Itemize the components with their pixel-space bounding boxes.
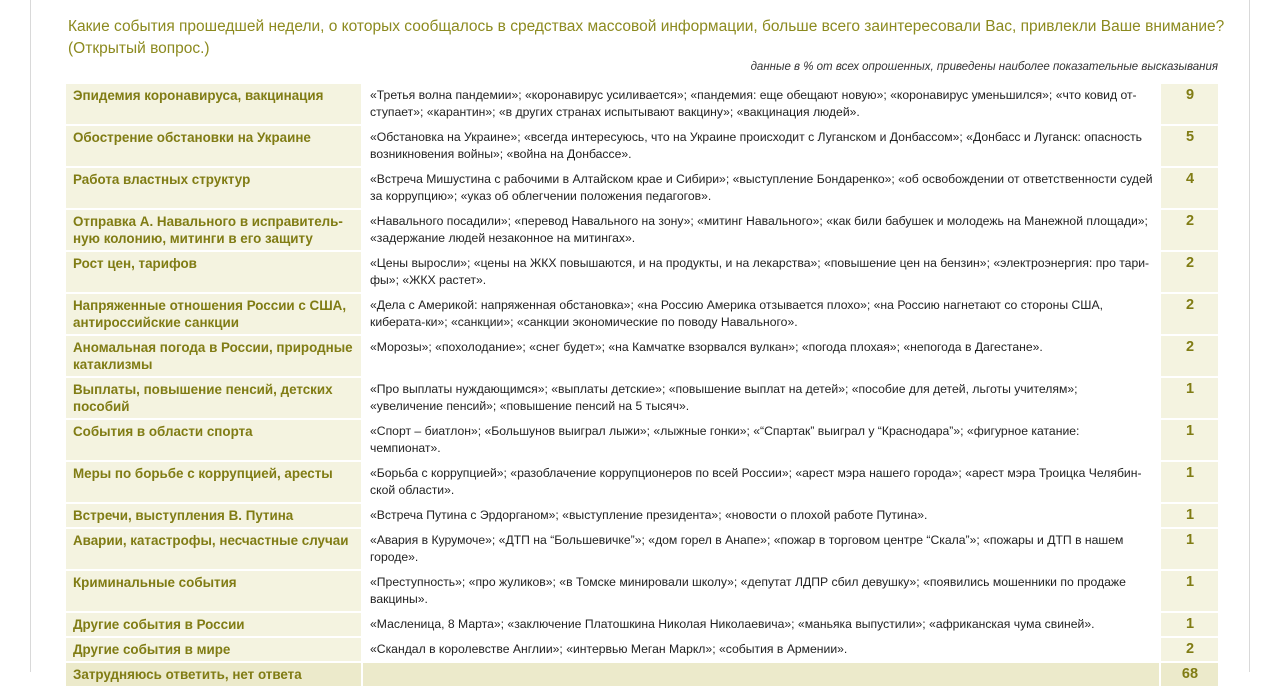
row-category: Отправка А. Навального в исправитель-ную колонию, митинги в его защиту (66, 209, 362, 251)
row-quotes: «Борьба с коррупцией»; «разоблачение коррупционеров по всей России»; «арест мэра нашего города»; «арест мэра Троицка Челябин-ской области». (362, 461, 1160, 503)
table-row (66, 570, 1218, 612)
row-quotes: «Встреча Мишустина с рабочими в Алтайском крае и Сибири»; «выступление Бондаренко»; «об освобождении от ответственности судей за коррупцию»; «указ об облегчении положения педагогов». (362, 167, 1160, 209)
row-quotes: «Навального посадили»; «перевод Навального на зону»; «митинг Навального»; «как били бабушек и молодежь на Манежной площади»; «задержание людей незаконное на митингах». (362, 209, 1160, 251)
row-value: 1 (1160, 377, 1218, 419)
row-category: Эпидемия коронавируса, вакцинация (66, 84, 362, 125)
row-value: 9 (1160, 84, 1218, 125)
row-value: 1 (1160, 419, 1218, 461)
row-category: Работа властных структур (66, 167, 362, 209)
table-row (66, 209, 1218, 251)
table-row (66, 461, 1218, 503)
row-category: Обострение обстановки на Украине (66, 125, 362, 167)
row-quotes: «Преступность»; «про жуликов»; «в Томске минировали школу»; «депутат ЛДПР сбил девушку»; «появились мошенники по продаже вакцины». (362, 570, 1160, 612)
row-quotes: «Скандал в королевстве Англии»; «интервью Меган Маркл»; «события в Армении». (362, 637, 1160, 662)
question-type: (Открытый вопрос.) (68, 40, 210, 57)
table-row (66, 503, 1218, 528)
row-value: 2 (1160, 251, 1218, 293)
table-row (66, 84, 1218, 125)
row-quotes: «Масленица, 8 Марта»; «заключение Платошкина Николая Николаевича»; «маньяка выпустили»; «африканская чума свиней». (362, 612, 1160, 637)
table-row (66, 419, 1218, 461)
row-value: 1 (1160, 570, 1218, 612)
row-quotes: «Про выплаты нуждающимся»; «выплаты детские»; «повышение выплат на детей»; «пособие для детей, льготы учителям»; «увеличение пенсий»; «повышение пенсий на 5 тысяч». (362, 377, 1160, 419)
table-row (66, 528, 1218, 570)
table-row (66, 377, 1218, 419)
row-category: Аномальная погода в России, природные катаклизмы (66, 335, 362, 377)
table-row (66, 293, 1218, 335)
row-value: 2 (1160, 335, 1218, 377)
total-quotes (362, 662, 1160, 687)
row-quotes: «Обстановка на Украине»; «всегда интересуюсь, что на Украине происходит с Луганском и Донбассом»; «Донбасс и Луганск: опасность возникновения войны»; «война на Донбассе». (362, 125, 1160, 167)
data-note: данные в % от всех опрошенных, приведены наиболее показательные высказывания (750, 61, 1218, 73)
row-category: Криминальные события (66, 570, 362, 612)
table-row (66, 251, 1218, 293)
row-category: Напряженные отношения России с США, антироссийские санкции (66, 293, 362, 335)
results-table (66, 84, 1218, 688)
row-value: 1 (1160, 503, 1218, 528)
row-quotes: «Спорт – биатлон»; «Большунов выиграл лыжи»; «лыжные гонки»; «“Спартак” выиграл у “Краснодара”»; «фигурное катание: чемпионат». (362, 419, 1160, 461)
row-quotes: «Цены выросли»; «цены на ЖКХ повышаются, и на продукты, и на лекарства»; «повышение цен на бензин»; «электроэнергия: про тари-фы»; «ЖКХ растет». (362, 251, 1160, 293)
row-category: Встречи, выступления В. Путина (66, 503, 362, 528)
table-row (66, 637, 1218, 662)
row-value: 4 (1160, 167, 1218, 209)
table-row (66, 167, 1218, 209)
row-value: 1 (1160, 528, 1218, 570)
total-category: Затрудняюсь ответить, нет ответа (66, 662, 362, 687)
row-value: 1 (1160, 461, 1218, 503)
row-category: Выплаты, повышение пенсий, детских пособий (66, 377, 362, 419)
row-category: Аварии, катастрофы, несчастные случаи (66, 528, 362, 570)
row-quotes: «Третья волна пандемии»; «коронавирус усиливается»; «пандемия: еще обещают новую»; «коронавирус уменьшился»; «что ковид от-ступает»; «карантин»; «в других странах испытывают вакцину»; «вакцинация людей». (362, 84, 1160, 125)
row-quotes: «Морозы»; «похолодание»; «снег будет»; «на Камчатке взорвался вулкан»; «погода плохая»; «непогода в Дагестане». (362, 335, 1160, 377)
row-quotes: «Авария в Курумоче»; «ДТП на “Большевичке”»; «дом горел в Анапе»; «пожар в торговом центре “Скала”»; «пожары и ДТП в нашем городе». (362, 528, 1160, 570)
row-value: 5 (1160, 125, 1218, 167)
row-value: 2 (1160, 293, 1218, 335)
row-category: Меры по борьбе с коррупцией, аресты (66, 461, 362, 503)
row-value: 2 (1160, 209, 1218, 251)
row-category: События в области спорта (66, 419, 362, 461)
question-text: Какие события прошедшей недели, о которых сообщалось в средствах массовой информации, больше всего заинтересовали Вас, привлекли Ваше внимание? (68, 18, 1225, 35)
table-row (66, 612, 1218, 637)
row-category: Другие события в России (66, 612, 362, 637)
table-row (66, 125, 1218, 167)
row-category: Рост цен, тарифов (66, 251, 362, 293)
survey-question (68, 16, 1228, 60)
total-value: 68 (1160, 662, 1218, 687)
row-quotes: «Встреча Путина с Эрдорганом»; «выступление президента»; «новости о плохой работе Путина». (362, 503, 1160, 528)
table-row (66, 335, 1218, 377)
row-value: 1 (1160, 612, 1218, 637)
row-value: 2 (1160, 637, 1218, 662)
row-category: Другие события в мире (66, 637, 362, 662)
table-row-total (66, 662, 1218, 687)
row-quotes: «Дела с Америкой: напряженная обстановка»; «на Россию Америка отзывается плохо»; «на Россию нагнетают со стороны США, киберата-ки»; «санкции»; «санкции экономические по поводу Навального». (362, 293, 1160, 335)
results-body (66, 84, 1218, 687)
